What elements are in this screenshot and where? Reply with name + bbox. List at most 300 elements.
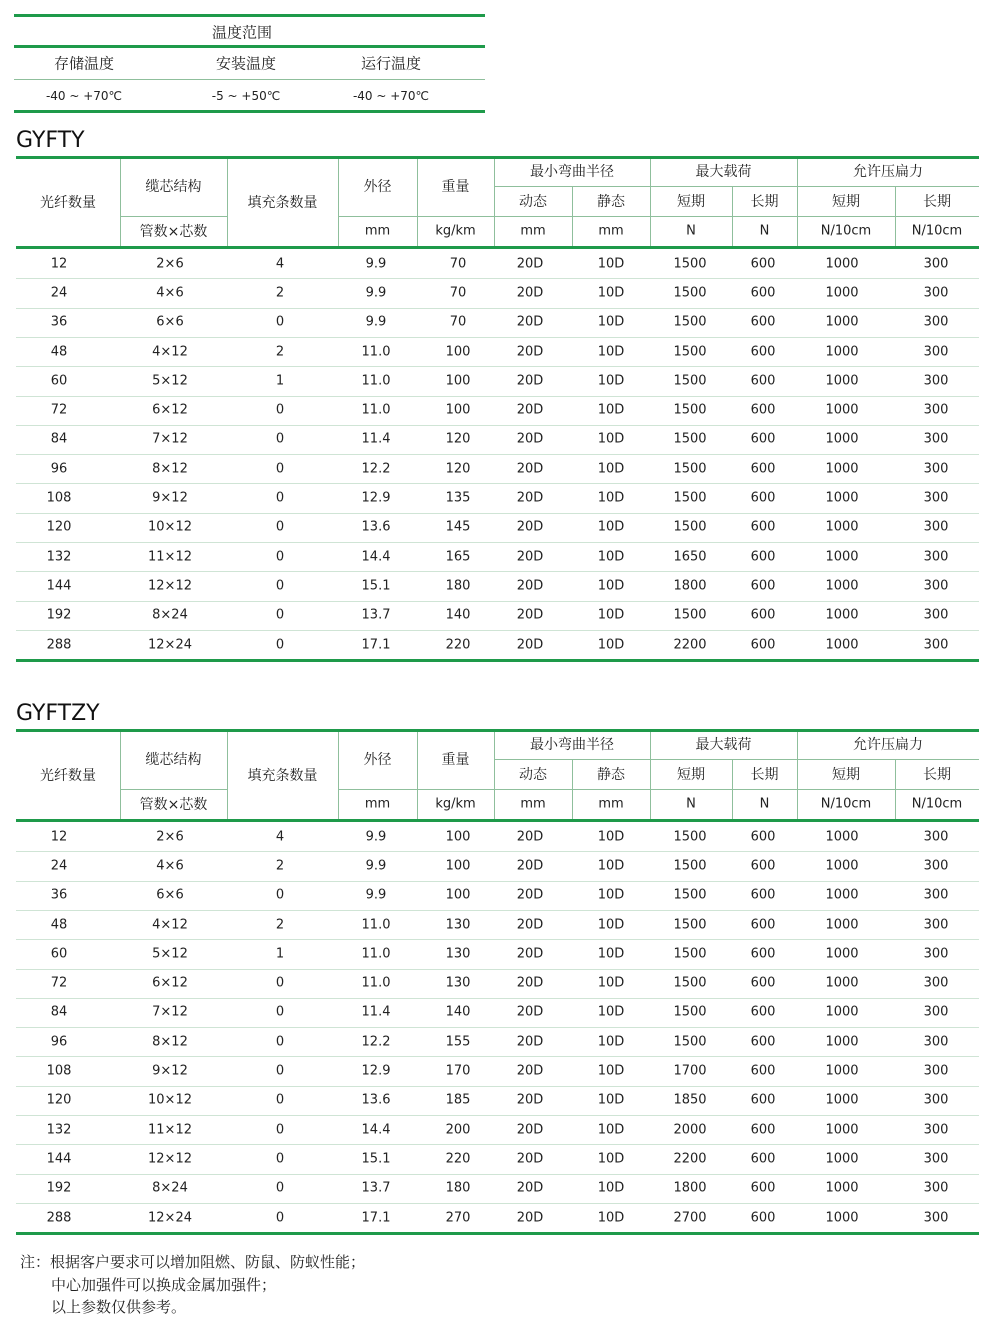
table-cell: 108 xyxy=(46,1063,72,1079)
table-cell: 20D xyxy=(516,829,544,845)
header-divider xyxy=(650,732,651,819)
table-cell: 1500 xyxy=(673,314,707,330)
table-cell: 4 xyxy=(275,256,285,272)
table-cell: 20D xyxy=(516,490,544,506)
table-cell: 1500 xyxy=(673,1004,707,1020)
table-cell: 300 xyxy=(923,1151,949,1167)
table-cell: 12.9 xyxy=(361,1063,391,1079)
table-cell: 1000 xyxy=(825,256,859,272)
table-cell: 8×24 xyxy=(152,607,188,623)
table-cell: 1650 xyxy=(673,549,707,565)
header-outer-diameter: 外径 xyxy=(363,179,392,195)
header-unit-n10cm2: N/10cm xyxy=(911,223,963,239)
table-cell: 4×12 xyxy=(152,917,188,933)
table-cell: 10D xyxy=(597,858,625,874)
table-cell: 132 xyxy=(46,549,72,565)
table-cell: 1000 xyxy=(825,607,859,623)
table-cell: 11.4 xyxy=(361,1004,391,1020)
header-unit-n: N xyxy=(686,796,696,812)
table-cell: 9×12 xyxy=(152,490,188,506)
table-cell: 1500 xyxy=(673,461,707,477)
header-divider xyxy=(732,186,733,246)
header-unit-n2: N xyxy=(759,796,770,812)
table-cell: 10D xyxy=(597,1180,625,1196)
table-cell: 165 xyxy=(445,549,471,565)
table-cell: 10D xyxy=(597,549,625,565)
table-cell: 4×6 xyxy=(156,858,184,874)
table-title: GYFTZY xyxy=(16,701,100,726)
row-separator xyxy=(16,1086,979,1087)
header-divider xyxy=(895,759,896,819)
table-cell: 600 xyxy=(750,1151,776,1167)
table-cell: 20D xyxy=(516,1034,544,1050)
table-cell: 1500 xyxy=(673,402,707,418)
table-cell: 300 xyxy=(923,1092,949,1108)
table-cell: 10D xyxy=(597,829,625,845)
table-cell: 1500 xyxy=(673,373,707,389)
table-cell: 2 xyxy=(275,285,285,301)
table-cell: 13.7 xyxy=(361,1180,391,1196)
table-cell: 0 xyxy=(275,1210,285,1226)
header-divider xyxy=(338,732,339,819)
header-divider xyxy=(732,759,733,819)
table-bottom-rule xyxy=(16,659,979,662)
table-cell: 600 xyxy=(750,607,776,623)
header-filler-count: 填充条数量 xyxy=(247,195,318,211)
table-cell: 0 xyxy=(275,1180,285,1196)
table-cell: 1500 xyxy=(673,607,707,623)
table-cell: 11.0 xyxy=(361,946,391,962)
table-cell: 120 xyxy=(46,1092,72,1108)
table-cell: 300 xyxy=(923,1034,949,1050)
table-cell: 300 xyxy=(923,431,949,447)
table-cell: 600 xyxy=(750,1122,776,1138)
table-cell: 1000 xyxy=(825,314,859,330)
table-cell: 10×12 xyxy=(148,519,192,535)
table-cell: 600 xyxy=(750,975,776,991)
table-cell: 130 xyxy=(445,975,471,991)
header-bottom-rule xyxy=(16,246,979,249)
table-cell: 220 xyxy=(445,637,471,653)
header-unit-mm: mm xyxy=(364,223,391,239)
table-cell: 13.7 xyxy=(361,607,391,623)
table-cell: 600 xyxy=(750,946,776,962)
table-cell: 12×24 xyxy=(148,637,192,653)
table-cell: 9.9 xyxy=(365,314,387,330)
table-cell: 6×6 xyxy=(156,314,184,330)
table-cell: 1000 xyxy=(825,1122,859,1138)
table-cell: 300 xyxy=(923,490,949,506)
table-cell: 24 xyxy=(50,858,68,874)
header-unit-mm2: mm xyxy=(520,796,546,812)
table-cell: 300 xyxy=(923,858,949,874)
table-cell: 0 xyxy=(275,1122,285,1138)
table-title: GYFTY xyxy=(16,128,85,153)
row-separator xyxy=(16,939,979,940)
header-fiber-count: 光纤数量 xyxy=(40,768,96,784)
table-cell: 20D xyxy=(516,975,544,991)
header-divider xyxy=(895,186,896,246)
table-cell: 11.0 xyxy=(361,373,391,389)
table-cell: 120 xyxy=(445,461,471,477)
table-cell: 20D xyxy=(516,285,544,301)
table-cell: 20D xyxy=(516,1122,544,1138)
table-cell: 1500 xyxy=(673,431,707,447)
table-cell: 135 xyxy=(445,490,471,506)
table-cell: 1000 xyxy=(825,1034,859,1050)
table-cell: 2×6 xyxy=(156,829,184,845)
row-separator xyxy=(16,630,979,631)
table-cell: 20D xyxy=(516,607,544,623)
table-cell: 10D xyxy=(597,917,625,933)
table-cell: 300 xyxy=(923,607,949,623)
table-cell: 10D xyxy=(597,578,625,594)
row-separator xyxy=(16,1174,979,1175)
table-cell: 600 xyxy=(750,461,776,477)
table-cell: 1000 xyxy=(825,1004,859,1020)
table-cell: 130 xyxy=(445,917,471,933)
header-unit-mm2: mm xyxy=(520,223,546,239)
table-cell: 192 xyxy=(46,1180,72,1196)
table-cell: 20D xyxy=(516,637,544,653)
header-fiber-count: 光纤数量 xyxy=(40,195,96,211)
table-cell: 12×24 xyxy=(148,1210,192,1226)
table-cell: 6×6 xyxy=(156,887,184,903)
header-bottom-rule xyxy=(16,819,979,822)
header-short-term: 短期 xyxy=(677,767,705,783)
table-cell: 12 xyxy=(50,256,68,272)
table-cell: 1000 xyxy=(825,1063,859,1079)
header-divider xyxy=(120,732,121,819)
header-rule xyxy=(338,789,979,790)
table-cell: 1500 xyxy=(673,519,707,535)
table-cell: 9.9 xyxy=(365,829,387,845)
header-short-term: 短期 xyxy=(677,194,705,210)
table-cell: 600 xyxy=(750,829,776,845)
table-cell: 10D xyxy=(597,490,625,506)
table-cell: 48 xyxy=(50,344,68,360)
table-cell: 0 xyxy=(275,314,285,330)
table-cell: 4 xyxy=(275,829,285,845)
row-separator xyxy=(16,396,979,397)
table-cell: 0 xyxy=(275,1004,285,1020)
table-cell: 1500 xyxy=(673,1034,707,1050)
table-cell: 20D xyxy=(516,887,544,903)
table-cell: 20D xyxy=(516,402,544,418)
table-cell: 300 xyxy=(923,519,949,535)
header-static: 静态 xyxy=(597,194,625,210)
row-separator xyxy=(16,1115,979,1116)
table-cell: 11.0 xyxy=(361,917,391,933)
table-cell: 8×24 xyxy=(152,1180,188,1196)
table-cell: 0 xyxy=(275,1034,285,1050)
table-cell: 145 xyxy=(445,519,471,535)
table-cell: 270 xyxy=(445,1210,471,1226)
table-cell: 1500 xyxy=(673,344,707,360)
table-cell: 20D xyxy=(516,344,544,360)
table-cell: 300 xyxy=(923,402,949,418)
table-cell: 185 xyxy=(445,1092,471,1108)
table-cell: 300 xyxy=(923,344,949,360)
header-static: 静态 xyxy=(597,767,625,783)
table-cell: 10D xyxy=(597,637,625,653)
temp-col-operation: 运行温度 xyxy=(360,54,422,73)
row-separator xyxy=(16,337,979,338)
table-cell: 300 xyxy=(923,637,949,653)
header-crush-short: 短期 xyxy=(832,194,860,210)
header-divider xyxy=(417,732,418,819)
header-unit-kgkm: kg/km xyxy=(435,796,476,812)
table-cell: 12.2 xyxy=(361,461,391,477)
header-weight: 重量 xyxy=(441,179,470,195)
table-cell: 300 xyxy=(923,917,949,933)
table-cell: 600 xyxy=(750,402,776,418)
header-divider xyxy=(417,159,418,246)
table-cell: 132 xyxy=(46,1122,72,1138)
row-separator xyxy=(16,425,979,426)
table-cell: 600 xyxy=(750,490,776,506)
table-cell: 300 xyxy=(923,887,949,903)
row-separator xyxy=(16,513,979,514)
table-cell: 155 xyxy=(445,1034,471,1050)
table-cell: 1500 xyxy=(673,975,707,991)
table-cell: 600 xyxy=(750,917,776,933)
table-cell: 10×12 xyxy=(148,1092,192,1108)
header-divider xyxy=(338,159,339,246)
header-rule xyxy=(120,216,227,217)
header-bend-radius: 最小弯曲半径 xyxy=(530,164,614,180)
table-cell: 600 xyxy=(750,549,776,565)
header-rule xyxy=(120,789,227,790)
header-crush: 允许压扁力 xyxy=(853,164,923,180)
table-cell: 20D xyxy=(516,1210,544,1226)
table-cell: 288 xyxy=(46,1210,72,1226)
header-unit-n10cm2: N/10cm xyxy=(911,796,963,812)
table-cell: 1000 xyxy=(825,285,859,301)
table-cell: 60 xyxy=(50,373,68,389)
header-max-load: 最大载荷 xyxy=(695,164,752,180)
table-cell: 7×12 xyxy=(152,1004,188,1020)
table-cell: 1000 xyxy=(825,975,859,991)
header-tube-x-fiber: 管数×芯数 xyxy=(139,797,208,813)
temp-val-storage: -40 ~ +70℃ xyxy=(45,89,123,103)
table-cell: 2700 xyxy=(673,1210,707,1226)
header-divider xyxy=(797,159,798,246)
table-cell: 4×6 xyxy=(156,285,184,301)
row-separator xyxy=(16,1144,979,1145)
table-cell: 10D xyxy=(597,285,625,301)
table-cell: 70 xyxy=(449,314,467,330)
temp-thin-rule xyxy=(14,79,485,80)
table-cell: 300 xyxy=(923,1004,949,1020)
table-cell: 1500 xyxy=(673,285,707,301)
table-cell: 8×12 xyxy=(152,1034,188,1050)
table-cell: 300 xyxy=(923,1180,949,1196)
table-cell: 1000 xyxy=(825,946,859,962)
table-cell: 20D xyxy=(516,1180,544,1196)
table-cell: 100 xyxy=(445,373,471,389)
table-cell: 2200 xyxy=(673,1151,707,1167)
table-cell: 300 xyxy=(923,1122,949,1138)
row-separator xyxy=(16,483,979,484)
table-cell: 84 xyxy=(50,431,68,447)
table-cell: 2 xyxy=(275,344,285,360)
table-cell: 12.9 xyxy=(361,490,391,506)
table-cell: 0 xyxy=(275,549,285,565)
table-cell: 1000 xyxy=(825,1151,859,1167)
table-cell: 100 xyxy=(445,402,471,418)
table-cell: 0 xyxy=(275,637,285,653)
table-cell: 1000 xyxy=(825,1092,859,1108)
table-cell: 300 xyxy=(923,975,949,991)
header-crush-long: 长期 xyxy=(923,194,951,210)
table-cell: 14.4 xyxy=(361,1122,391,1138)
table-cell: 8×12 xyxy=(152,461,188,477)
header-divider xyxy=(572,186,573,246)
table-cell: 1000 xyxy=(825,917,859,933)
header-unit-mm3: mm xyxy=(598,223,624,239)
table-cell: 10D xyxy=(597,431,625,447)
table-cell: 14.4 xyxy=(361,549,391,565)
table-cell: 1500 xyxy=(673,256,707,272)
table-cell: 130 xyxy=(445,946,471,962)
table-cell: 20D xyxy=(516,461,544,477)
table-cell: 13.6 xyxy=(361,1092,391,1108)
table-cell: 300 xyxy=(923,461,949,477)
table-cell: 1500 xyxy=(673,917,707,933)
table-cell: 600 xyxy=(750,431,776,447)
table-cell: 600 xyxy=(750,1004,776,1020)
table-cell: 1800 xyxy=(673,1180,707,1196)
table-cell: 300 xyxy=(923,256,949,272)
table-cell: 600 xyxy=(750,1092,776,1108)
table-cell: 0 xyxy=(275,490,285,506)
header-unit-kgkm: kg/km xyxy=(435,223,476,239)
table-cell: 70 xyxy=(449,256,467,272)
table-top-rule xyxy=(16,156,979,159)
table-cell: 600 xyxy=(750,1034,776,1050)
table-cell: 20D xyxy=(516,946,544,962)
header-crush-long: 长期 xyxy=(923,767,951,783)
table-bottom-rule xyxy=(16,1232,979,1235)
header-divider xyxy=(650,159,651,246)
table-cell: 24 xyxy=(50,285,68,301)
table-cell: 300 xyxy=(923,946,949,962)
row-separator xyxy=(16,1027,979,1028)
header-bend-radius: 最小弯曲半径 xyxy=(530,737,614,753)
table-cell: 1000 xyxy=(825,519,859,535)
table-cell: 0 xyxy=(275,431,285,447)
table-cell: 1000 xyxy=(825,461,859,477)
header-max-load: 最大载荷 xyxy=(695,737,752,753)
header-dynamic: 动态 xyxy=(519,767,547,783)
header-filler-count: 填充条数量 xyxy=(247,768,318,784)
table-cell: 1000 xyxy=(825,431,859,447)
temp-col-install: 安装温度 xyxy=(215,54,277,73)
table-cell: 72 xyxy=(50,402,68,418)
note-line-2: 中心加强件可以换成金属加强件； xyxy=(51,1276,277,1294)
table-cell: 10D xyxy=(597,402,625,418)
table-cell: 140 xyxy=(445,607,471,623)
header-divider xyxy=(227,732,228,819)
table-cell: 300 xyxy=(923,1210,949,1226)
table-cell: 140 xyxy=(445,1004,471,1020)
table-cell: 20D xyxy=(516,314,544,330)
table-cell: 20D xyxy=(516,519,544,535)
table-cell: 600 xyxy=(750,285,776,301)
table-cell: 0 xyxy=(275,1092,285,1108)
note-line-3: 以上参数仅供参考。 xyxy=(51,1298,187,1316)
table-cell: 96 xyxy=(50,1034,68,1050)
table-cell: 100 xyxy=(445,858,471,874)
table-cell: 10D xyxy=(597,1063,625,1079)
table-cell: 0 xyxy=(275,607,285,623)
table-cell: 170 xyxy=(445,1063,471,1079)
table-cell: 11×12 xyxy=(148,549,192,565)
table-cell: 10D xyxy=(597,1034,625,1050)
header-long-term: 长期 xyxy=(750,767,779,783)
table-cell: 180 xyxy=(445,1180,471,1196)
table-cell: 20D xyxy=(516,549,544,565)
row-separator xyxy=(16,366,979,367)
table-cell: 1 xyxy=(275,373,285,389)
header-cable-structure: 缆芯结构 xyxy=(145,179,202,195)
header-unit-mm: mm xyxy=(364,796,391,812)
table-cell: 288 xyxy=(46,637,72,653)
table-cell: 600 xyxy=(750,519,776,535)
table-cell: 20D xyxy=(516,1092,544,1108)
row-separator xyxy=(16,454,979,455)
table-cell: 2 xyxy=(275,858,285,874)
table-cell: 2200 xyxy=(673,637,707,653)
header-divider xyxy=(494,732,495,819)
table-cell: 4×12 xyxy=(152,344,188,360)
table-cell: 0 xyxy=(275,1063,285,1079)
table-cell: 6×12 xyxy=(152,975,188,991)
temp-bottom-rule xyxy=(14,110,485,113)
header-unit-n10cm: N/10cm xyxy=(820,223,872,239)
row-separator xyxy=(16,601,979,602)
table-cell: 10D xyxy=(597,1151,625,1167)
header-divider xyxy=(227,159,228,246)
table-cell: 7×12 xyxy=(152,431,188,447)
row-separator xyxy=(16,308,979,309)
table-cell: 0 xyxy=(275,887,285,903)
table-cell: 100 xyxy=(445,344,471,360)
table-cell: 1000 xyxy=(825,1210,859,1226)
header-unit-mm3: mm xyxy=(598,796,624,812)
table-cell: 0 xyxy=(275,519,285,535)
table-cell: 144 xyxy=(46,1151,72,1167)
row-separator xyxy=(16,851,979,852)
table-cell: 600 xyxy=(750,1063,776,1079)
temp-mid-rule xyxy=(14,45,485,48)
table-cell: 1000 xyxy=(825,578,859,594)
table-cell: 600 xyxy=(750,637,776,653)
table-cell: 10D xyxy=(597,607,625,623)
table-cell: 10D xyxy=(597,1122,625,1138)
table-cell: 600 xyxy=(750,256,776,272)
table-cell: 1500 xyxy=(673,887,707,903)
table-cell: 200 xyxy=(445,1122,471,1138)
table-cell: 1000 xyxy=(825,490,859,506)
header-unit-n10cm: N/10cm xyxy=(820,796,872,812)
table-cell: 10D xyxy=(597,887,625,903)
table-cell: 600 xyxy=(750,344,776,360)
table-cell: 36 xyxy=(50,887,68,903)
table-cell: 180 xyxy=(445,578,471,594)
table-cell: 300 xyxy=(923,549,949,565)
